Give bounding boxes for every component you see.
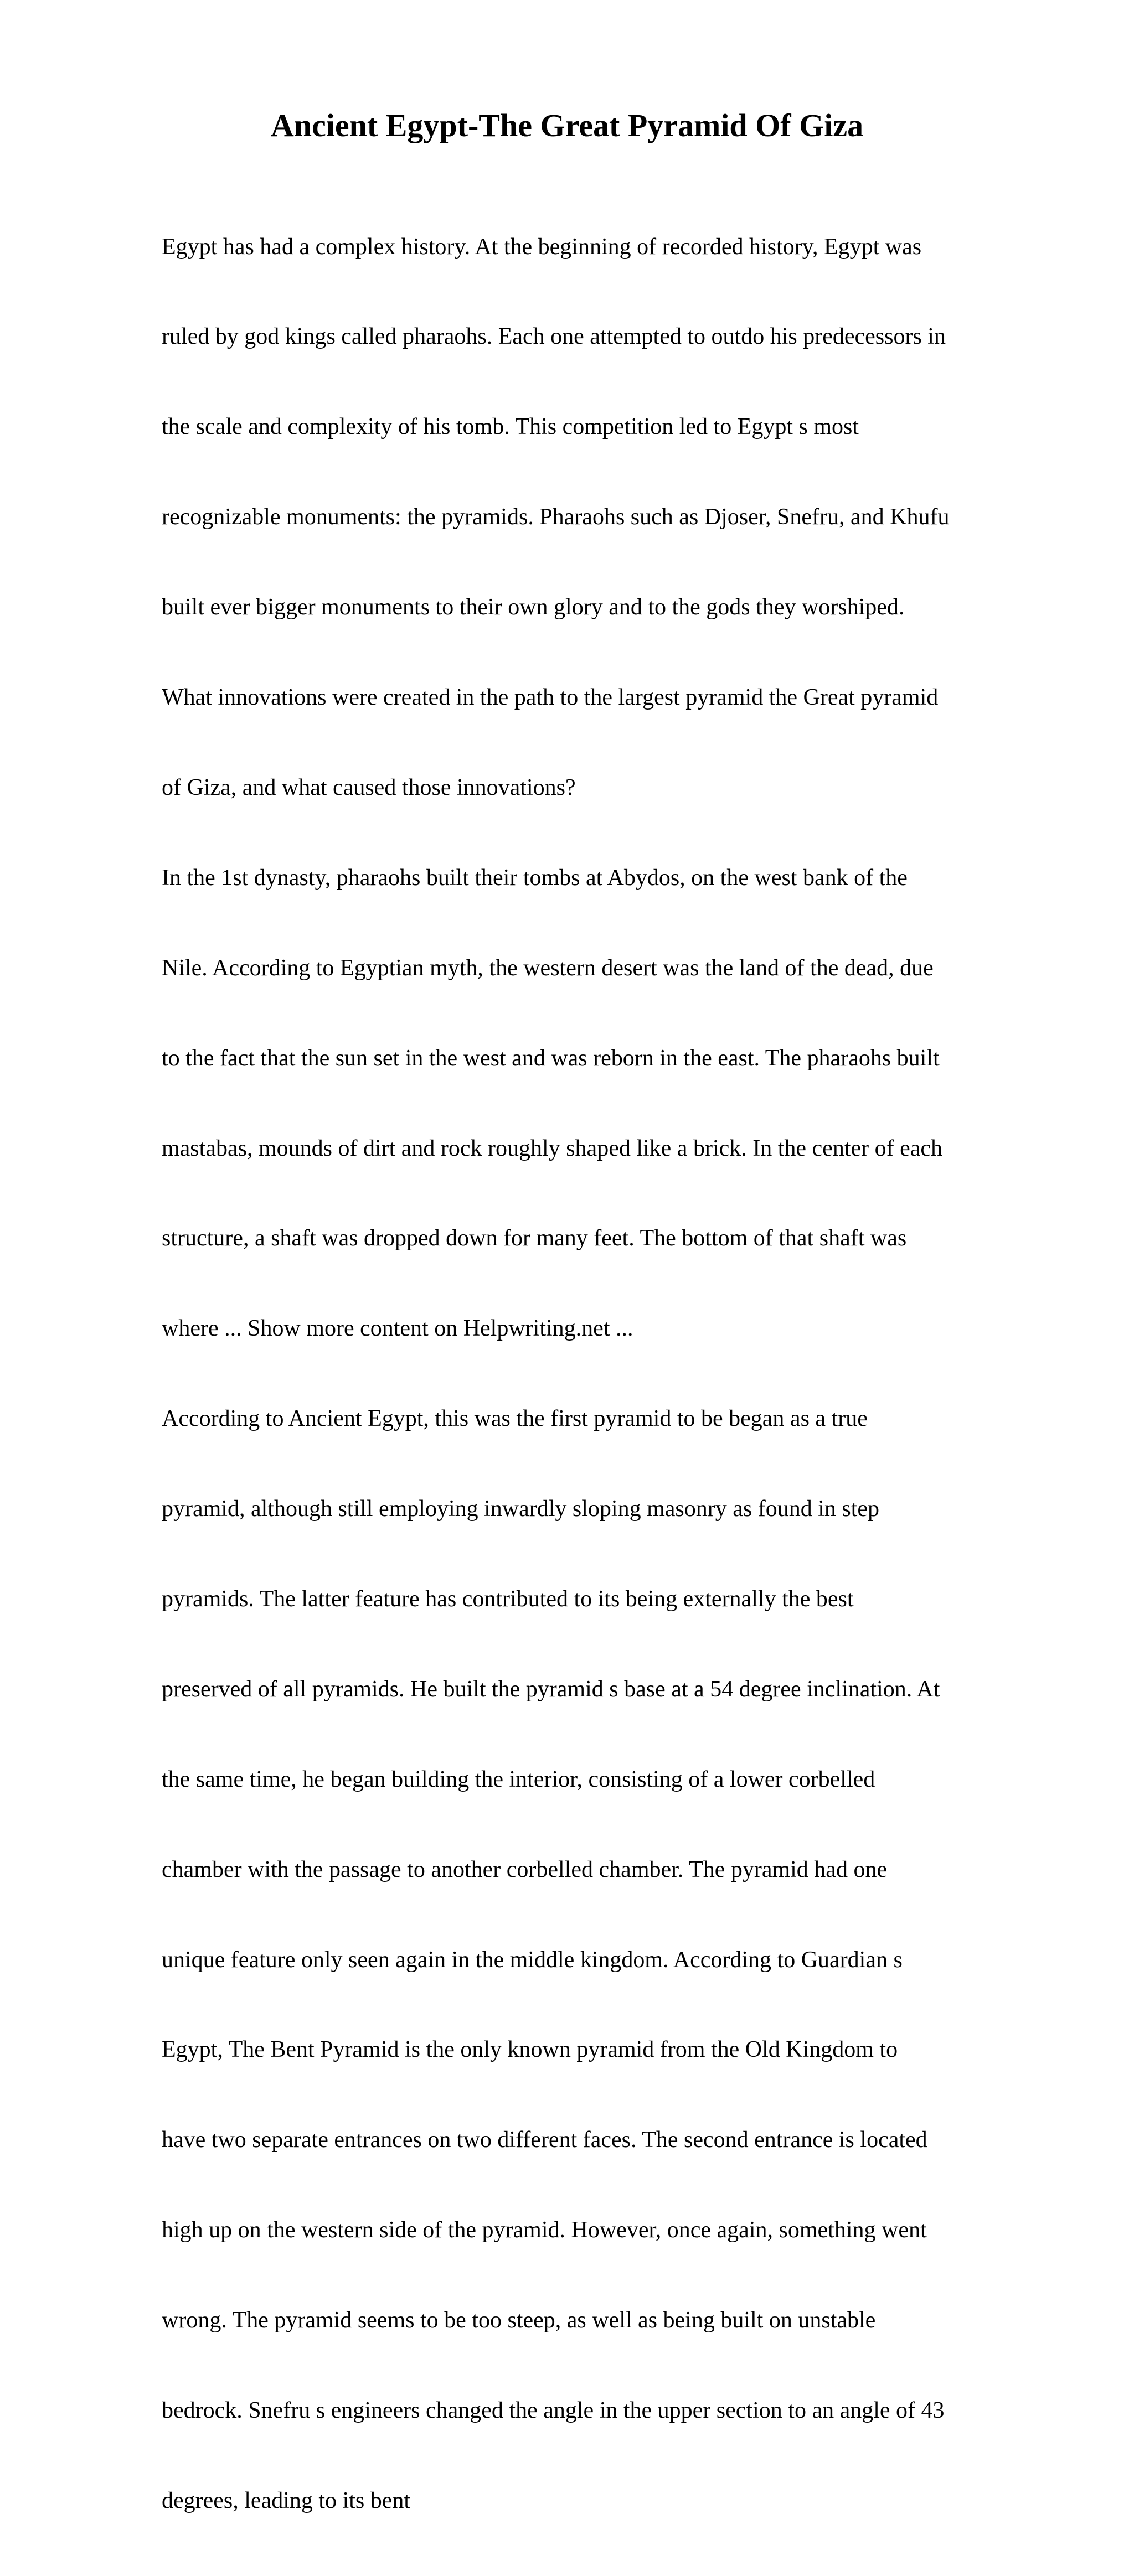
body-line: unique feature only seen again in the middle kingdom. According to Guardian s (162, 1947, 903, 1973)
body-line: the same time, he began building the interior, consisting of a lower corbelled (162, 1766, 875, 1792)
body-line: structure, a shaft was dropped down for many feet. The bottom of that shaft was (162, 1225, 907, 1251)
body-line: Nile. According to Egyptian myth, the western desert was the land of the dead, due (162, 955, 934, 981)
body-line: where ... Show more content on Helpwriting.net ... (162, 1316, 633, 1342)
body-line: bedrock. Snefru s engineers changed the angle in the upper section to an angle of 43 (162, 2397, 945, 2423)
body-line: to the fact that the sun set in the west and was reborn in the east. The pharaohs built (162, 1045, 940, 1071)
body-line: mastabas, mounds of dirt and rock roughly shaped like a brick. In the center of each (162, 1135, 943, 1161)
body-line: pyramid, although still employing inwardly sloping masonry as found in step (162, 1496, 880, 1522)
body-line: Egypt has had a complex history. At the beginning of recorded history, Egypt was (162, 234, 922, 260)
body-line: What innovations were created in the path to the largest pyramid the Great pyramid (162, 685, 939, 711)
body-line: have two separate entrances on two different faces. The second entrance is located (162, 2127, 927, 2153)
body-line: the scale and complexity of his tomb. This competition led to Egypt s most (162, 414, 859, 440)
body-line: degrees, leading to its bent (162, 2487, 411, 2513)
body-line: recognizable monuments: the pyramids. Pharaohs such as Djoser, Snefru, and Khufu (162, 504, 950, 530)
body-line: pyramids. The latter feature has contributed to its being externally the best (162, 1586, 854, 1612)
body-line: high up on the western side of the pyramid. However, once again, something went (162, 2217, 927, 2243)
body-line: chamber with the passage to another corbelled chamber. The pyramid had one (162, 1856, 888, 1882)
body-line: Egypt, The Bent Pyramid is the only known pyramid from the Old Kingdom to (162, 2037, 898, 2063)
body-line: According to Ancient Egypt, this was the first pyramid to be began as a true (162, 1406, 868, 1432)
body-line: built ever bigger monuments to their own glory and to the gods they worshiped. (162, 594, 905, 620)
body-line: of Giza, and what caused those innovations? (162, 774, 576, 800)
body-line: In the 1st dynasty, pharaohs built their tombs at Abydos, on the west bank of the (162, 865, 908, 891)
document-title: Ancient Egypt-The Great Pyramid Of Giza (270, 107, 864, 143)
body-line: ruled by god kings called pharaohs. Each one attempted to outdo his predecessors in (162, 324, 946, 350)
body-line: wrong. The pyramid seems to be too steep, as well as being built on unstable (162, 2308, 876, 2334)
body-line: preserved of all pyramids. He built the pyramid s base at a 54 degree inclination. At (162, 1676, 940, 1702)
document-body (162, 172, 1048, 2576)
